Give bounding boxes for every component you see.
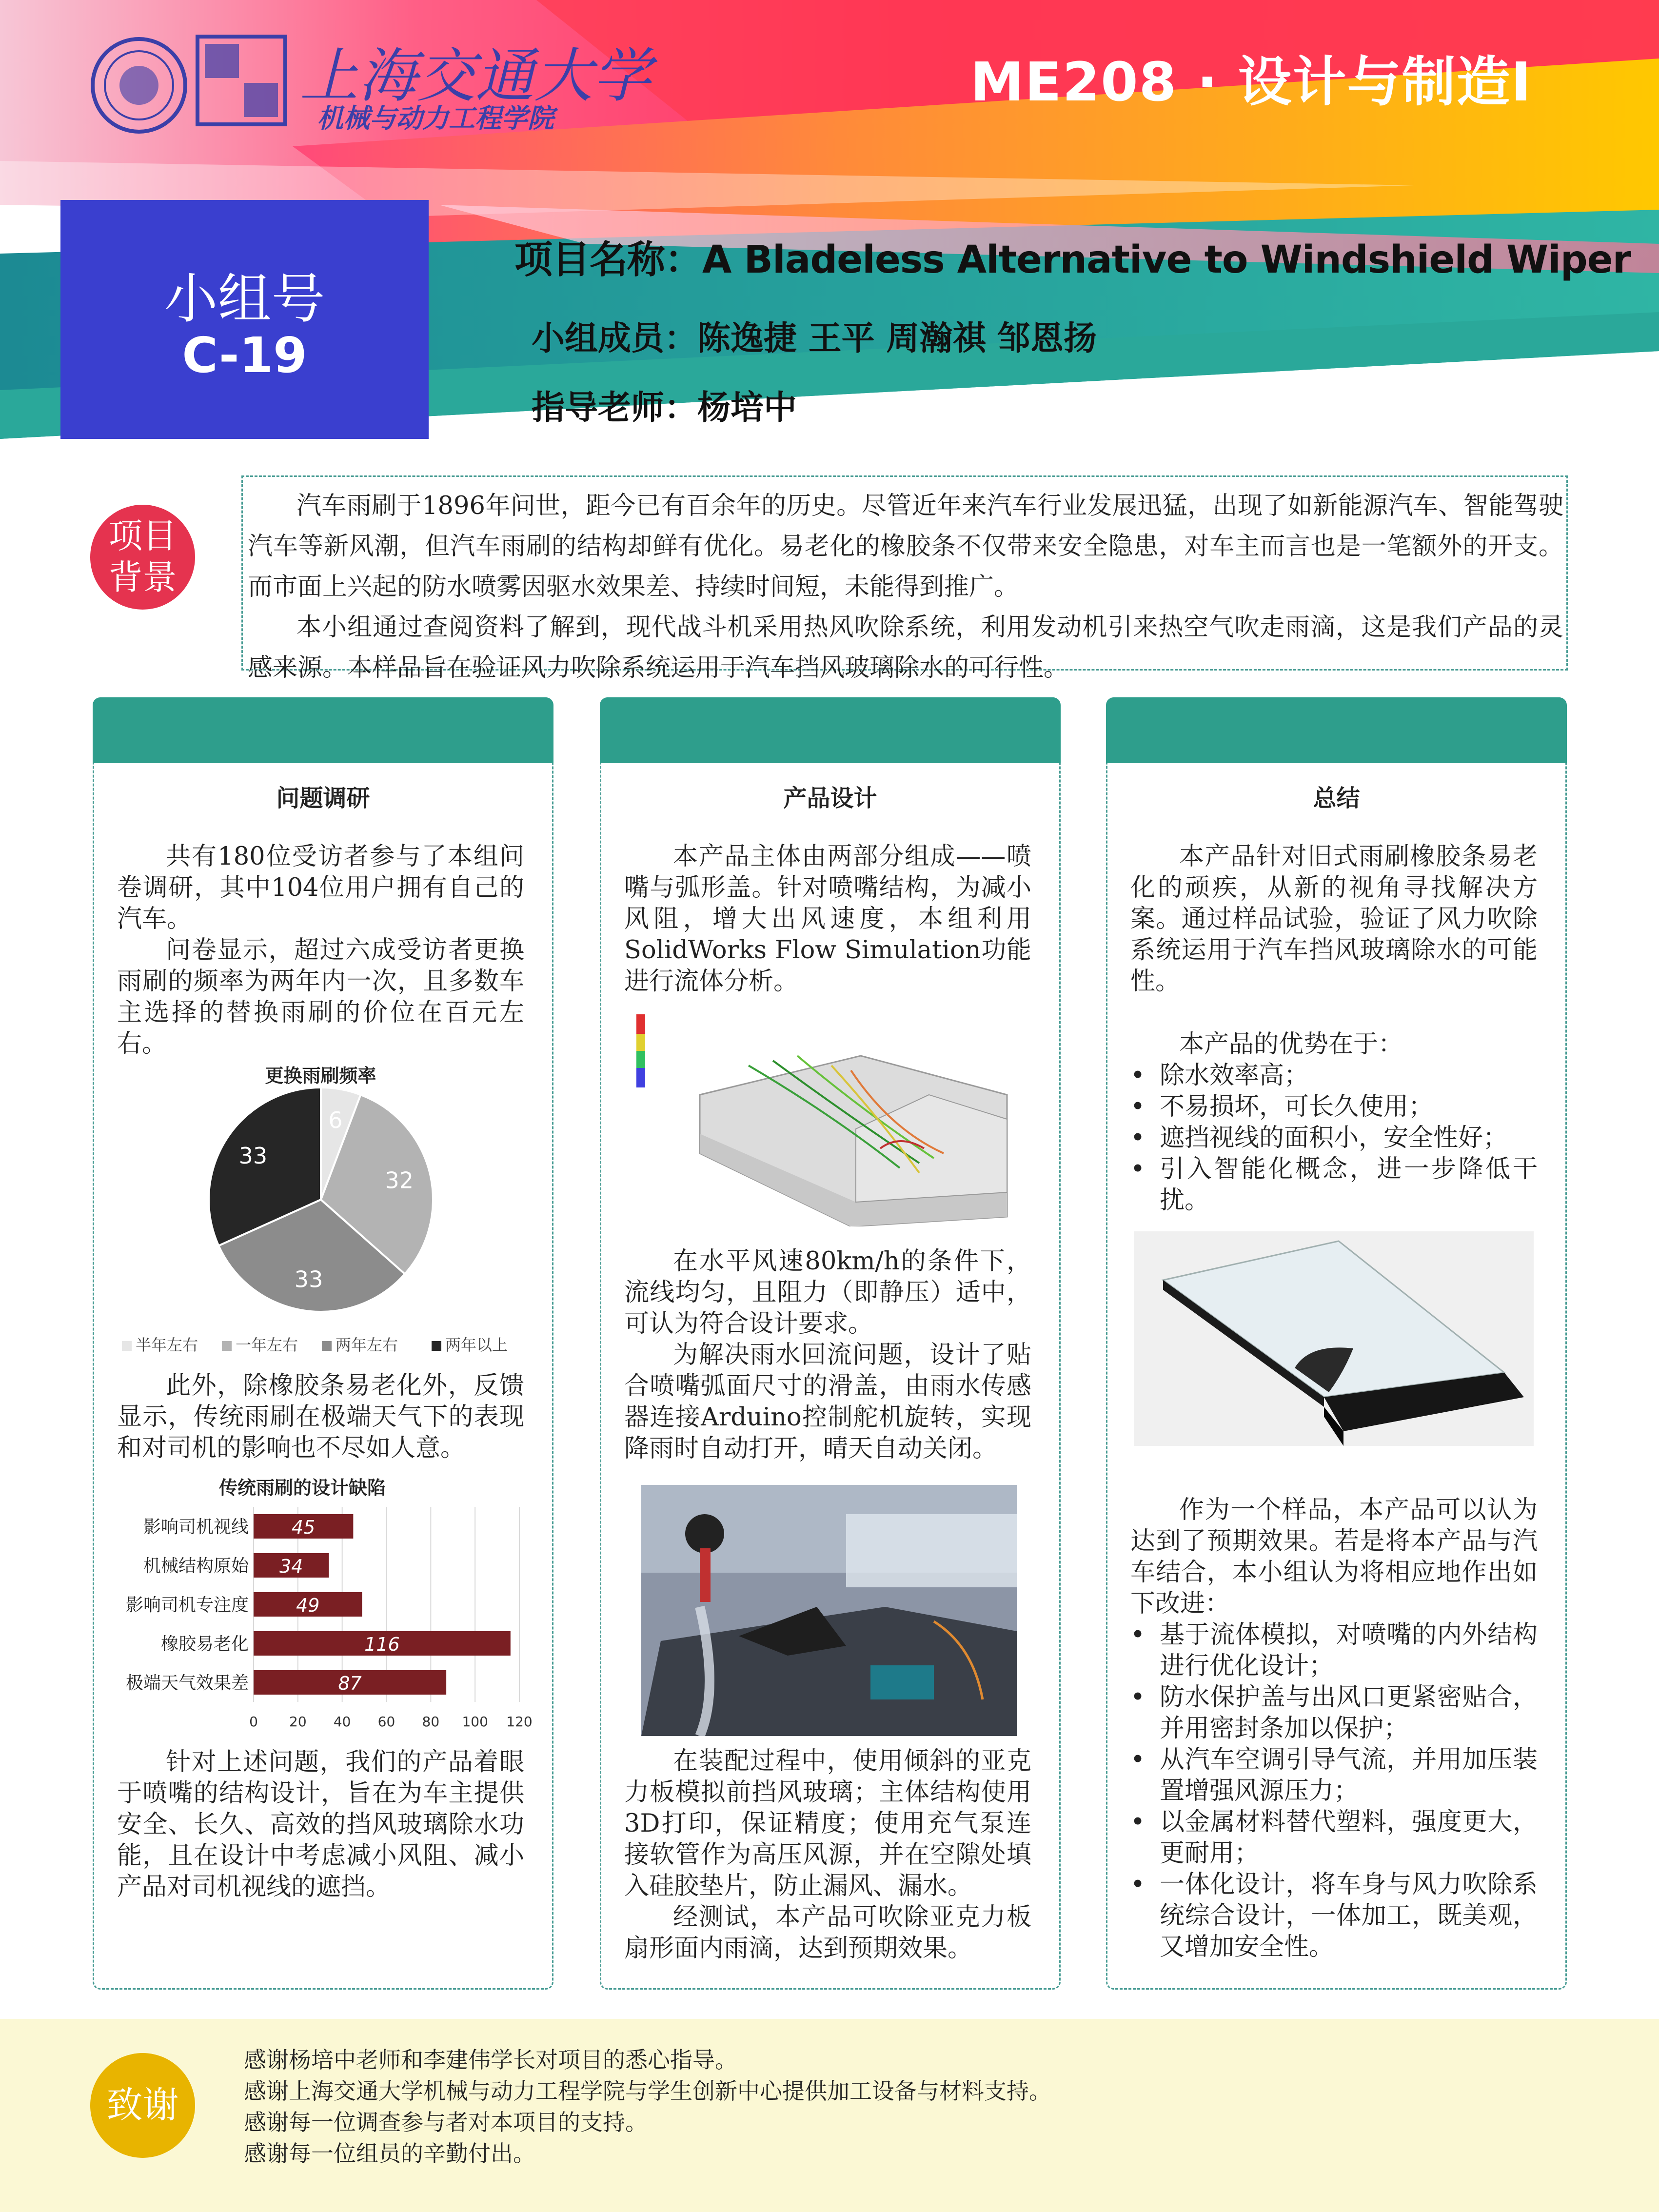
product-render-image xyxy=(1134,1231,1534,1446)
list-item: • 防水保护盖与出风口更紧密贴合，并用密封条加以保护； xyxy=(1160,1682,1538,1744)
flow-simulation-image xyxy=(627,1007,1027,1226)
legend-swatch xyxy=(432,1341,441,1351)
sjtu-seal-icon xyxy=(90,37,188,134)
design-paragraph: 为解决雨水回流问题，设计了贴合喷嘴弧面尺寸的滑盖，由雨水传感器连接Arduino控制舵机旋转，实现降雨时自动打开，晴天自动关闭。 xyxy=(624,1341,1031,1463)
pie-data-label: 32 xyxy=(385,1167,414,1194)
group-label: 小组号 xyxy=(164,268,325,330)
x-tick-label: 100 xyxy=(462,1714,488,1730)
design-title: 产品设计 xyxy=(783,785,877,812)
background-paragraph: 汽车雨刷于1896年问世，距今已有百余年的历史。尽管近年来汽车行业发展迅猛，出现了如新能源汽车、智能驾驶汽车等新风潮，但汽车雨刷的结构却鲜有优化。易老化的橡胶条不仅带来安全隐患，对车主而言也是一笔额外的开支。而市面上兴起的防水喷雾因驱水效果差、持续时间短，未能得到推广。 xyxy=(248,492,1563,601)
y-tick-label: 影响司机视线 xyxy=(143,1517,249,1537)
pie-data-label: 33 xyxy=(294,1266,323,1293)
design-paragraph: 经测试，本产品可吹除亚克力板扇形面内雨滴，达到预期效果。 xyxy=(624,1903,1031,1963)
x-tick-label: 60 xyxy=(377,1714,395,1730)
x-tick-label: 80 xyxy=(422,1714,440,1730)
list-item: • 一体化设计，将车身与风力吹除系统综合设计，一体加工，既美观，又增加安全性。 xyxy=(1160,1869,1538,1963)
list-item: • 以金属材料替代塑料，强度更大，更耐用； xyxy=(1160,1807,1538,1869)
prototype-photo xyxy=(641,1485,1017,1736)
column-header-bar xyxy=(93,697,553,763)
x-tick-label: 40 xyxy=(333,1714,351,1730)
list-item: • 基于流体模拟，对喷嘴的内外结构进行优化设计； xyxy=(1160,1620,1538,1682)
pie-chart xyxy=(117,1087,524,1361)
x-tick-label: 0 xyxy=(249,1714,258,1730)
bar-data-label: 45 xyxy=(292,1517,316,1538)
pie-chart-title: 更换雨刷频率 xyxy=(265,1065,376,1086)
research-title: 问题调研 xyxy=(276,785,370,812)
bar-data-label: 116 xyxy=(364,1634,400,1655)
research-paragraph: 问卷显示，超过六成受访者更换雨刷的频率为两年内一次，且多数车主选择的替换雨刷的价位在百元左右。 xyxy=(117,936,524,1058)
acknowledgement-line: 感谢上海交通大学机械与动力工程学院与学生创新中心提供加工设备与材料支持。 xyxy=(244,2078,1051,2104)
improvements-list xyxy=(1130,1620,1538,1963)
legend-label: 一年左右 xyxy=(236,1336,298,1354)
y-tick-label: 极端天气效果差 xyxy=(125,1673,249,1693)
list-item: • 不易损坏，可长久使用； xyxy=(1160,1091,1538,1123)
group-code: C-19 xyxy=(182,327,307,384)
pie-data-label: 6 xyxy=(328,1107,343,1134)
bar-data-label: 34 xyxy=(279,1556,303,1577)
y-tick-label: 机械结构原始 xyxy=(143,1556,249,1576)
bar-chart xyxy=(105,1502,534,1746)
pie-data-label: 33 xyxy=(238,1143,268,1169)
summary-title: 总结 xyxy=(1313,785,1360,812)
legend-label: 半年左右 xyxy=(136,1336,198,1354)
y-tick-label: 影响司机专注度 xyxy=(125,1595,249,1615)
acknowledgement-label: 致谢 xyxy=(90,2053,195,2158)
bar-data-label: 49 xyxy=(296,1595,320,1616)
research-paragraph: 共有180位受访者参与了本组问卷调研，其中104位用户拥有自己的汽车。 xyxy=(117,842,524,933)
acknowledgement-line: 感谢每一位组员的辛勤付出。 xyxy=(244,2140,535,2167)
column-header-bar xyxy=(1106,697,1567,763)
x-tick-label: 20 xyxy=(289,1714,307,1730)
project-title: 项目名称：A Bladeless Alternative to Windshield Wiper xyxy=(514,238,1631,282)
bar-data-label: 87 xyxy=(338,1673,362,1694)
list-item: • 除水效率高； xyxy=(1160,1060,1538,1091)
list-item: • 遮挡视线的面积小，安全性好； xyxy=(1160,1123,1538,1154)
bar-chart-title: 传统雨刷的设计缺陷 xyxy=(218,1477,386,1499)
group-box xyxy=(60,200,429,439)
acknowledgement-line: 感谢杨培中老师和李建伟学长对项目的悉心指导。 xyxy=(244,2047,737,2073)
legend-label: 两年左右 xyxy=(336,1336,398,1354)
acknowledgement-text xyxy=(244,2044,1051,2169)
design-paragraph: 在水平风速80km/h的条件下，流线均匀，且阻力（即静压）适中，可认为符合设计要求。 xyxy=(624,1247,1031,1338)
summary-paragraph: 本产品的优势在于： xyxy=(1179,1030,1403,1059)
research-paragraph: 此外，除橡胶条易老化外，反馈显示，传统雨刷在极端天气下的表现和对司机的影响也不尽如人意。 xyxy=(117,1371,524,1462)
design-paragraph: 本产品主体由两部分组成——喷嘴与弧形盖。针对喷嘴结构，为减小风阻，增大出风速度，本组利用SolidWorks Flow Simulation功能进行流体分析。 xyxy=(624,842,1031,996)
x-tick-label: 120 xyxy=(506,1714,533,1730)
legend-swatch xyxy=(322,1341,332,1351)
legend-swatch xyxy=(222,1341,232,1351)
legend-label: 两年以上 xyxy=(445,1336,508,1354)
acknowledgement-line: 感谢每一位调查参与者对本项目的支持。 xyxy=(244,2109,648,2135)
background-box xyxy=(241,475,1568,682)
course-title: ME208 · 设计与制造Ⅰ xyxy=(970,51,1532,113)
design-paragraph: 在装配过程中，使用倾斜的亚克力板模拟前挡风玻璃；主体结构使用3D打印，保证精度；使用充气泵连接软管作为高压风源，并在空隙处填入硅胶垫片，防止漏风、漏水。 xyxy=(624,1747,1031,1900)
research-paragraph: 针对上述问题，我们的产品着眼于喷嘴的结构设计，旨在为车主提供安全、长久、高效的挡风玻璃除水功能，且在设计中考虑减小风阻、减小产品对司机视线的遮挡。 xyxy=(117,1748,524,1901)
background-label: 项目 背景 xyxy=(90,505,195,610)
background-paragraph: 本小组通过查阅资料了解到，现代战斗机采用热风吹除系统，利用发动机引来热空气吹走雨滴，这是我们产品的灵感来源。本样品旨在验证风力吹除系统运用于汽车挡风玻璃除水的可行性。 xyxy=(248,613,1563,682)
legend-swatch xyxy=(122,1341,132,1351)
column-header-bar xyxy=(600,697,1061,763)
university-name: 上海交通大学 xyxy=(300,42,651,110)
list-item: • 引入智能化概念，进一步降低干扰。 xyxy=(1160,1154,1538,1216)
group-members: 小组成员：陈逸捷 王平 周瀚祺 邹恩扬 xyxy=(532,319,1097,358)
summary-paragraph: 本产品针对旧式雨刷橡胶条易老化的顽疾，从新的视角寻找解决方案。通过样品试验，验证了风力吹除系统运用于汽车挡风玻璃除水的可能性。 xyxy=(1130,842,1538,996)
advantages-list xyxy=(1130,1060,1538,1216)
advisor: 指导老师：杨培中 xyxy=(532,389,797,427)
y-tick-label: 橡胶易老化 xyxy=(160,1634,249,1654)
summary-paragraph: 作为一个样品，本产品可以认为达到了预期效果。若是将本产品与汽车结合，本小组认为将相应地作出如下改进： xyxy=(1130,1496,1538,1618)
school-name: 机械与动力工程学院 xyxy=(317,102,554,134)
centennial-badge-icon xyxy=(195,34,288,127)
list-item: • 从汽车空调引导气流，并用加压装置增强风源压力； xyxy=(1160,1744,1538,1807)
